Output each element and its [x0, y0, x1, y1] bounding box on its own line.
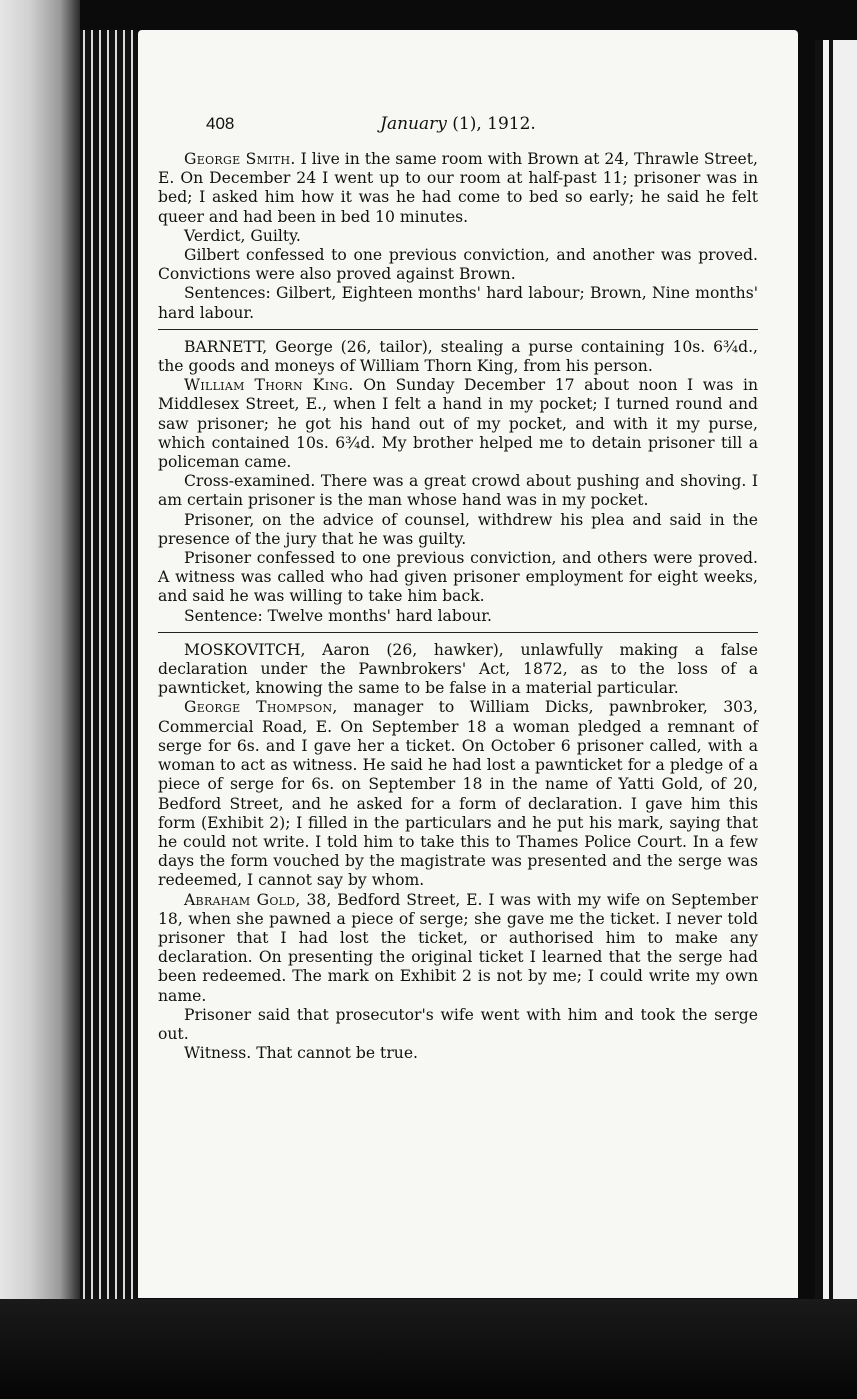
page-content	[158, 150, 758, 1063]
paragraph-text: MOSKOVITCH, Aaron (26, hawker), unlawfully making a false declaration under the Pawnbrokers' Act, 1872, as to the loss of a pawnticket, knowing the same to be false in a material particular.	[158, 640, 758, 698]
paragraph	[158, 284, 758, 322]
paragraph	[158, 227, 758, 246]
paragraph-text: Sentence: Twelve months' hard labour.	[184, 606, 492, 625]
facing-page-edge	[815, 40, 857, 1300]
paragraph	[158, 549, 758, 607]
running-head	[158, 114, 758, 134]
paragraph-text: Sentences: Gilbert, Eighteen months' hard labour; Brown, Nine months' hard labour.	[158, 284, 758, 322]
paragraph-text: Gilbert confessed to one previous conviction, and another was proved. Convictions were also proved against Brown.	[158, 246, 758, 284]
paragraph	[158, 1006, 758, 1044]
paragraph-text: On Sunday December 17 about noon I was in Middlesex Street, E., when I felt a hand in my pocket; I turned round and saw prisoner; he got his hand out of my pocket, and with it my purse, which contained 10s. 6¾d. My brother helped me to detain prisoner till a policeman came.	[158, 376, 758, 472]
page-header	[158, 114, 758, 140]
paragraph-text: Verdict, Guilty.	[184, 226, 301, 245]
paragraph	[158, 150, 758, 227]
paragraph-text: Prisoner said that prosecutor's wife went with him and took the serge out.	[158, 1005, 758, 1043]
running-head-date: (1), 1912.	[452, 114, 536, 134]
paragraph	[158, 338, 758, 376]
paragraph-text: 38, Bedford Street, E. I was with my wife on September 18, when she pawned a piece of serge; she gave me the ticket. I never told prisoner that I had lost the ticket, or authorised him to make any declaration. On presenting the original ticket I learned that the serge had been redeemed. The mark on Exhibit 2 is not by me; I could write my own name.	[158, 890, 758, 1005]
film-margin-left	[0, 0, 80, 1399]
paragraph	[158, 607, 758, 626]
paragraph	[158, 641, 758, 699]
witness-name: William Thorn King.	[184, 376, 354, 395]
witness-name: Abraham Gold,	[184, 890, 301, 909]
paragraph	[158, 1044, 758, 1063]
case-divider	[158, 329, 758, 330]
witness-name: George Thompson,	[184, 698, 338, 717]
paragraph	[158, 698, 758, 890]
paragraph	[158, 511, 758, 549]
case-divider	[158, 632, 758, 633]
paragraph-text: I live in the same room with Brown at 24, Thrawle Street, E. On December 24 I went up to our room at half-past 11; prisoner was in bed; I asked him how it was he had come to bed so early; he said he felt queer and had been in bed 10 minutes.	[158, 150, 758, 226]
page-number: 408	[206, 114, 235, 133]
paragraph	[158, 376, 758, 472]
paragraph-text: Prisoner confessed to one previous conviction, and others were proved. A witness was called who had given prisoner employment for eight weeks, and said he was willing to take him back.	[158, 549, 758, 606]
book-page	[138, 30, 798, 1298]
paragraph-text: manager to William Dicks, pawnbroker, 303, Commercial Road, E. On September 18 a woman pledged a remnant of serge for 6s. and I gave her a ticket. On October 6 prisoner called, with a woman to act as witness. He said he had lost a pawnticket for a pledge of a piece of serge for 6s. on September 18 in the name of Yatti Gold, of 20, Bedford Street, and he asked for a form of declaration. I gave him this form (Exhibit 2); I filled in the particulars and he put his mark, saying that he could not write. I told him to take this to Thames Police Court. In a few days the form vouched by the magistrate was presented and the serge was redeemed, I cannot say by whom.	[158, 698, 758, 890]
paragraph-text: BARNETT, George (26, tailor), stealing a purse containing 10s. 6¾d., the goods and moneys of William Thorn King, from his person.	[158, 337, 758, 376]
paragraph-text: Prisoner, on the advice of counsel, withdrew his plea and said in the presence of the jury that he was guilty.	[158, 510, 758, 548]
book-binding	[80, 30, 138, 1300]
paragraph-text: Witness. That cannot be true.	[184, 1044, 419, 1063]
paragraph	[158, 246, 758, 284]
film-margin-bottom	[0, 1299, 857, 1399]
running-head-month: January	[380, 114, 447, 134]
witness-name: George Smith.	[184, 150, 296, 168]
paragraph	[158, 891, 758, 1006]
paragraph-text: Cross-examined. There was a great crowd about pushing and shoving. I am certain prisoner is the man whose hand was in my pocket.	[158, 472, 758, 510]
paragraph	[158, 472, 758, 510]
